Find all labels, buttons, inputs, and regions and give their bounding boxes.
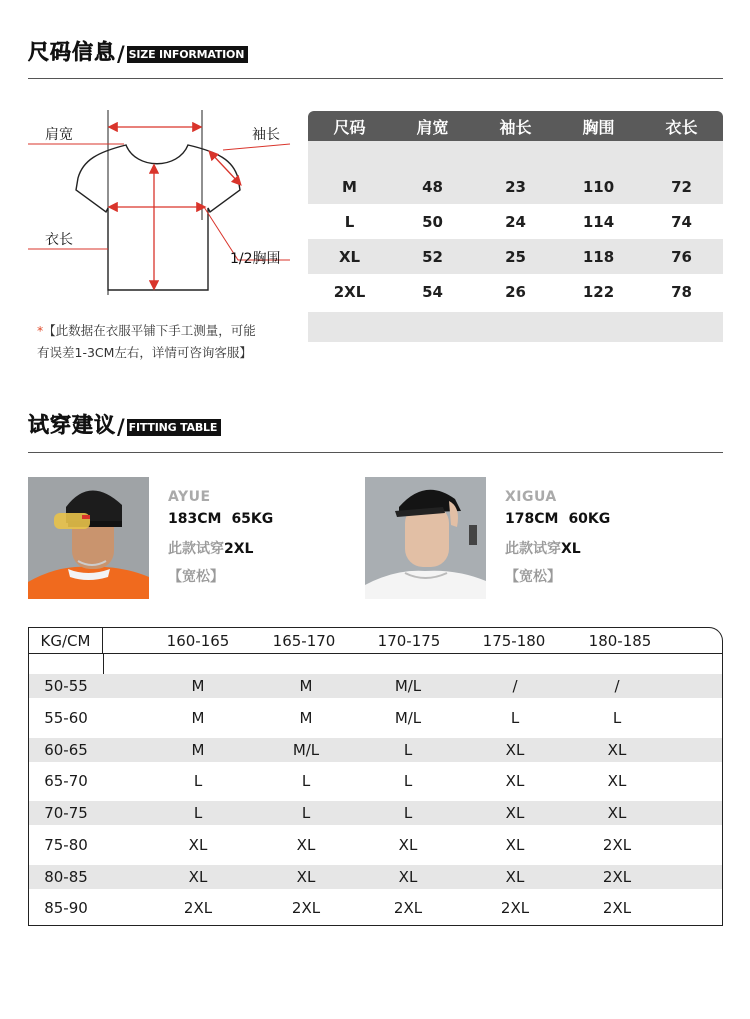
fitting-title-cn: 试穿建议 [28, 413, 116, 437]
size-cell: 52 [422, 247, 443, 266]
size-recommendation-cell: XL [607, 741, 627, 759]
size-table-spacer [308, 312, 723, 342]
note-star: * [37, 323, 44, 338]
size-table [308, 111, 723, 342]
length-label: 衣长 [45, 232, 73, 248]
height-header-cell: 165-170 [272, 632, 336, 650]
fitting-row [29, 706, 722, 730]
weight-cell: 85-90 [44, 899, 88, 917]
size-recommendation-cell: M [191, 741, 205, 759]
fitting-title-en: FITTING TABLE [127, 419, 222, 436]
size-cell: L [344, 212, 355, 231]
model-info-xigua [505, 489, 705, 586]
fitting-corner-cell: KG/CM [29, 628, 103, 654]
size-recommendation-cell: XL [296, 836, 316, 854]
model-try-on [505, 538, 705, 566]
model-height: 183CM [168, 511, 222, 527]
model-stats [505, 511, 705, 538]
size-cell: 25 [505, 247, 526, 266]
measurement-note [37, 320, 297, 364]
size-recommendation-cell: M [299, 709, 313, 727]
fitting-row [29, 801, 722, 825]
fitting-row [29, 769, 722, 793]
model-name: XIGUA [505, 489, 557, 505]
fitting-row [29, 833, 722, 857]
height-header-cell: 170-175 [377, 632, 441, 650]
size-table-header-cell: 袖长 [499, 117, 532, 137]
size-recommendation-cell: XL [398, 868, 418, 886]
model-photo-ayue [28, 477, 149, 599]
fitting-divider [28, 452, 723, 453]
size-recommendation-cell: XL [607, 804, 627, 822]
model-info-ayue [168, 489, 368, 586]
fitting-table-header [29, 628, 722, 654]
shoulder-label: 肩宽 [45, 127, 73, 143]
model-try-size: XL [561, 541, 581, 557]
size-recommendation-cell: M [191, 709, 205, 727]
size-recommendation-cell: XL [188, 868, 208, 886]
note-line-2: 有误差1-3CM左右，详情可咨询客服】 [37, 345, 252, 360]
size-recommendation-cell: XL [607, 772, 627, 790]
size-recommendation-cell: XL [505, 804, 525, 822]
model-fit: 【宽松】 [505, 569, 561, 585]
model-weight: 60KG [568, 511, 611, 527]
size-recommendation-cell: L [612, 709, 622, 727]
size-recommendation-cell: XL [505, 741, 525, 759]
size-recommendation-cell: L [193, 772, 203, 790]
fitting-row [29, 674, 722, 698]
size-cell: 78 [671, 282, 692, 301]
size-table-row [308, 274, 723, 309]
size-cell: 54 [422, 282, 443, 301]
size-table-row [308, 204, 723, 239]
size-recommendation-cell: 2XL [602, 899, 632, 917]
model-fit: 【宽松】 [168, 569, 224, 585]
weight-cell: 55-60 [44, 709, 88, 727]
size-recommendation-cell: XL [505, 868, 525, 886]
size-recommendation-cell: / [512, 677, 518, 695]
size-cell: 50 [422, 212, 443, 231]
weight-cell: 50-55 [44, 677, 88, 695]
model-photo-xigua [365, 477, 486, 599]
size-cell: 23 [505, 177, 526, 196]
weight-cell: 80-85 [44, 868, 88, 886]
size-recommendation-cell: L [301, 804, 311, 822]
size-cell: 114 [582, 212, 615, 231]
size-recommendation-cell: L [403, 804, 413, 822]
model-try-on [168, 538, 368, 566]
size-info-heading [28, 36, 248, 66]
size-recommendation-cell: L [403, 741, 413, 759]
fitting-row [29, 738, 722, 762]
size-info-divider [28, 78, 723, 79]
size-table-row [308, 239, 723, 274]
size-table-header-cell: 尺码 [333, 117, 366, 137]
size-recommendation-cell: M/L [394, 677, 422, 695]
size-cell: 72 [671, 177, 692, 196]
model-card-xigua [365, 477, 723, 599]
weight-cell: 75-80 [44, 836, 88, 854]
size-recommendation-cell: 2XL [183, 899, 213, 917]
size-cell: 26 [505, 282, 526, 301]
size-recommendation-cell: 2XL [500, 899, 530, 917]
model-try-label: 此款试穿 [505, 541, 561, 557]
size-cell: 24 [505, 212, 526, 231]
size-cell: 76 [671, 247, 692, 266]
size-recommendation-cell: M [299, 677, 313, 695]
size-table-header [308, 111, 723, 141]
size-recommendation-cell: M/L [292, 741, 320, 759]
size-recommendation-cell: M [191, 677, 205, 695]
size-recommendation-cell: XL [398, 836, 418, 854]
height-header-cell: 175-180 [482, 632, 546, 650]
height-header-cell: 180-185 [588, 632, 652, 650]
size-table-spacer [308, 141, 723, 169]
model-portrait-icon [28, 477, 149, 599]
model-name: AYUE [168, 489, 211, 505]
size-cell: 2XL [333, 282, 366, 301]
weight-cell: 70-75 [44, 804, 88, 822]
size-info-slash: / [117, 42, 125, 66]
size-cell: 118 [582, 247, 615, 266]
size-table-header-cell: 肩宽 [416, 117, 449, 137]
size-cell: 74 [671, 212, 692, 231]
size-cell: XL [338, 247, 361, 266]
size-cell: 110 [582, 177, 615, 196]
size-recommendation-cell: XL [296, 868, 316, 886]
size-table-row [308, 169, 723, 204]
size-recommendation-cell: / [614, 677, 620, 695]
size-info-title-cn: 尺码信息 [28, 40, 116, 64]
size-recommendation-cell: XL [188, 836, 208, 854]
model-card-ayue [28, 477, 358, 599]
size-recommendation-cell: 2XL [291, 899, 321, 917]
size-recommendation-cell: 2XL [602, 836, 632, 854]
model-height: 178CM [505, 511, 559, 527]
size-table-header-cell: 衣长 [665, 117, 698, 137]
model-weight: 65KG [231, 511, 274, 527]
weight-cell: 65-70 [44, 772, 88, 790]
garment-measurement-diagram [28, 100, 300, 310]
note-line-1: 【此数据在衣服平铺下手工测量，可能 [43, 323, 256, 338]
fitting-row [29, 896, 722, 920]
size-cell: 122 [582, 282, 615, 301]
model-try-label: 此款试穿 [168, 541, 224, 557]
size-recommendation-cell: XL [505, 836, 525, 854]
weight-cell: 60-65 [44, 741, 88, 759]
fitting-table-divider [103, 654, 104, 674]
size-recommendation-cell: M/L [394, 709, 422, 727]
size-info-title-en: SIZE INFORMATION [127, 46, 249, 63]
model-try-size: 2XL [224, 541, 254, 557]
chest-label: 1/2胸围 [230, 251, 281, 267]
model-portrait-icon [365, 477, 486, 599]
fitting-row [29, 865, 722, 889]
size-recommendation-cell: 2XL [393, 899, 423, 917]
size-cell: M [342, 177, 357, 196]
fitting-slash: / [117, 415, 125, 439]
size-recommendation-cell: L [403, 772, 413, 790]
size-cell: 48 [422, 177, 443, 196]
height-header-cell: 160-165 [166, 632, 230, 650]
sleeve-label: 袖长 [252, 127, 280, 143]
model-stats [168, 511, 368, 538]
size-recommendation-cell: L [301, 772, 311, 790]
size-recommendation-cell: L [193, 804, 203, 822]
size-table-header-cell: 胸围 [582, 117, 615, 137]
size-recommendation-cell: XL [505, 772, 525, 790]
fitting-heading [28, 409, 221, 439]
fitting-table [28, 627, 723, 926]
size-recommendation-cell: L [510, 709, 520, 727]
size-recommendation-cell: 2XL [602, 868, 632, 886]
